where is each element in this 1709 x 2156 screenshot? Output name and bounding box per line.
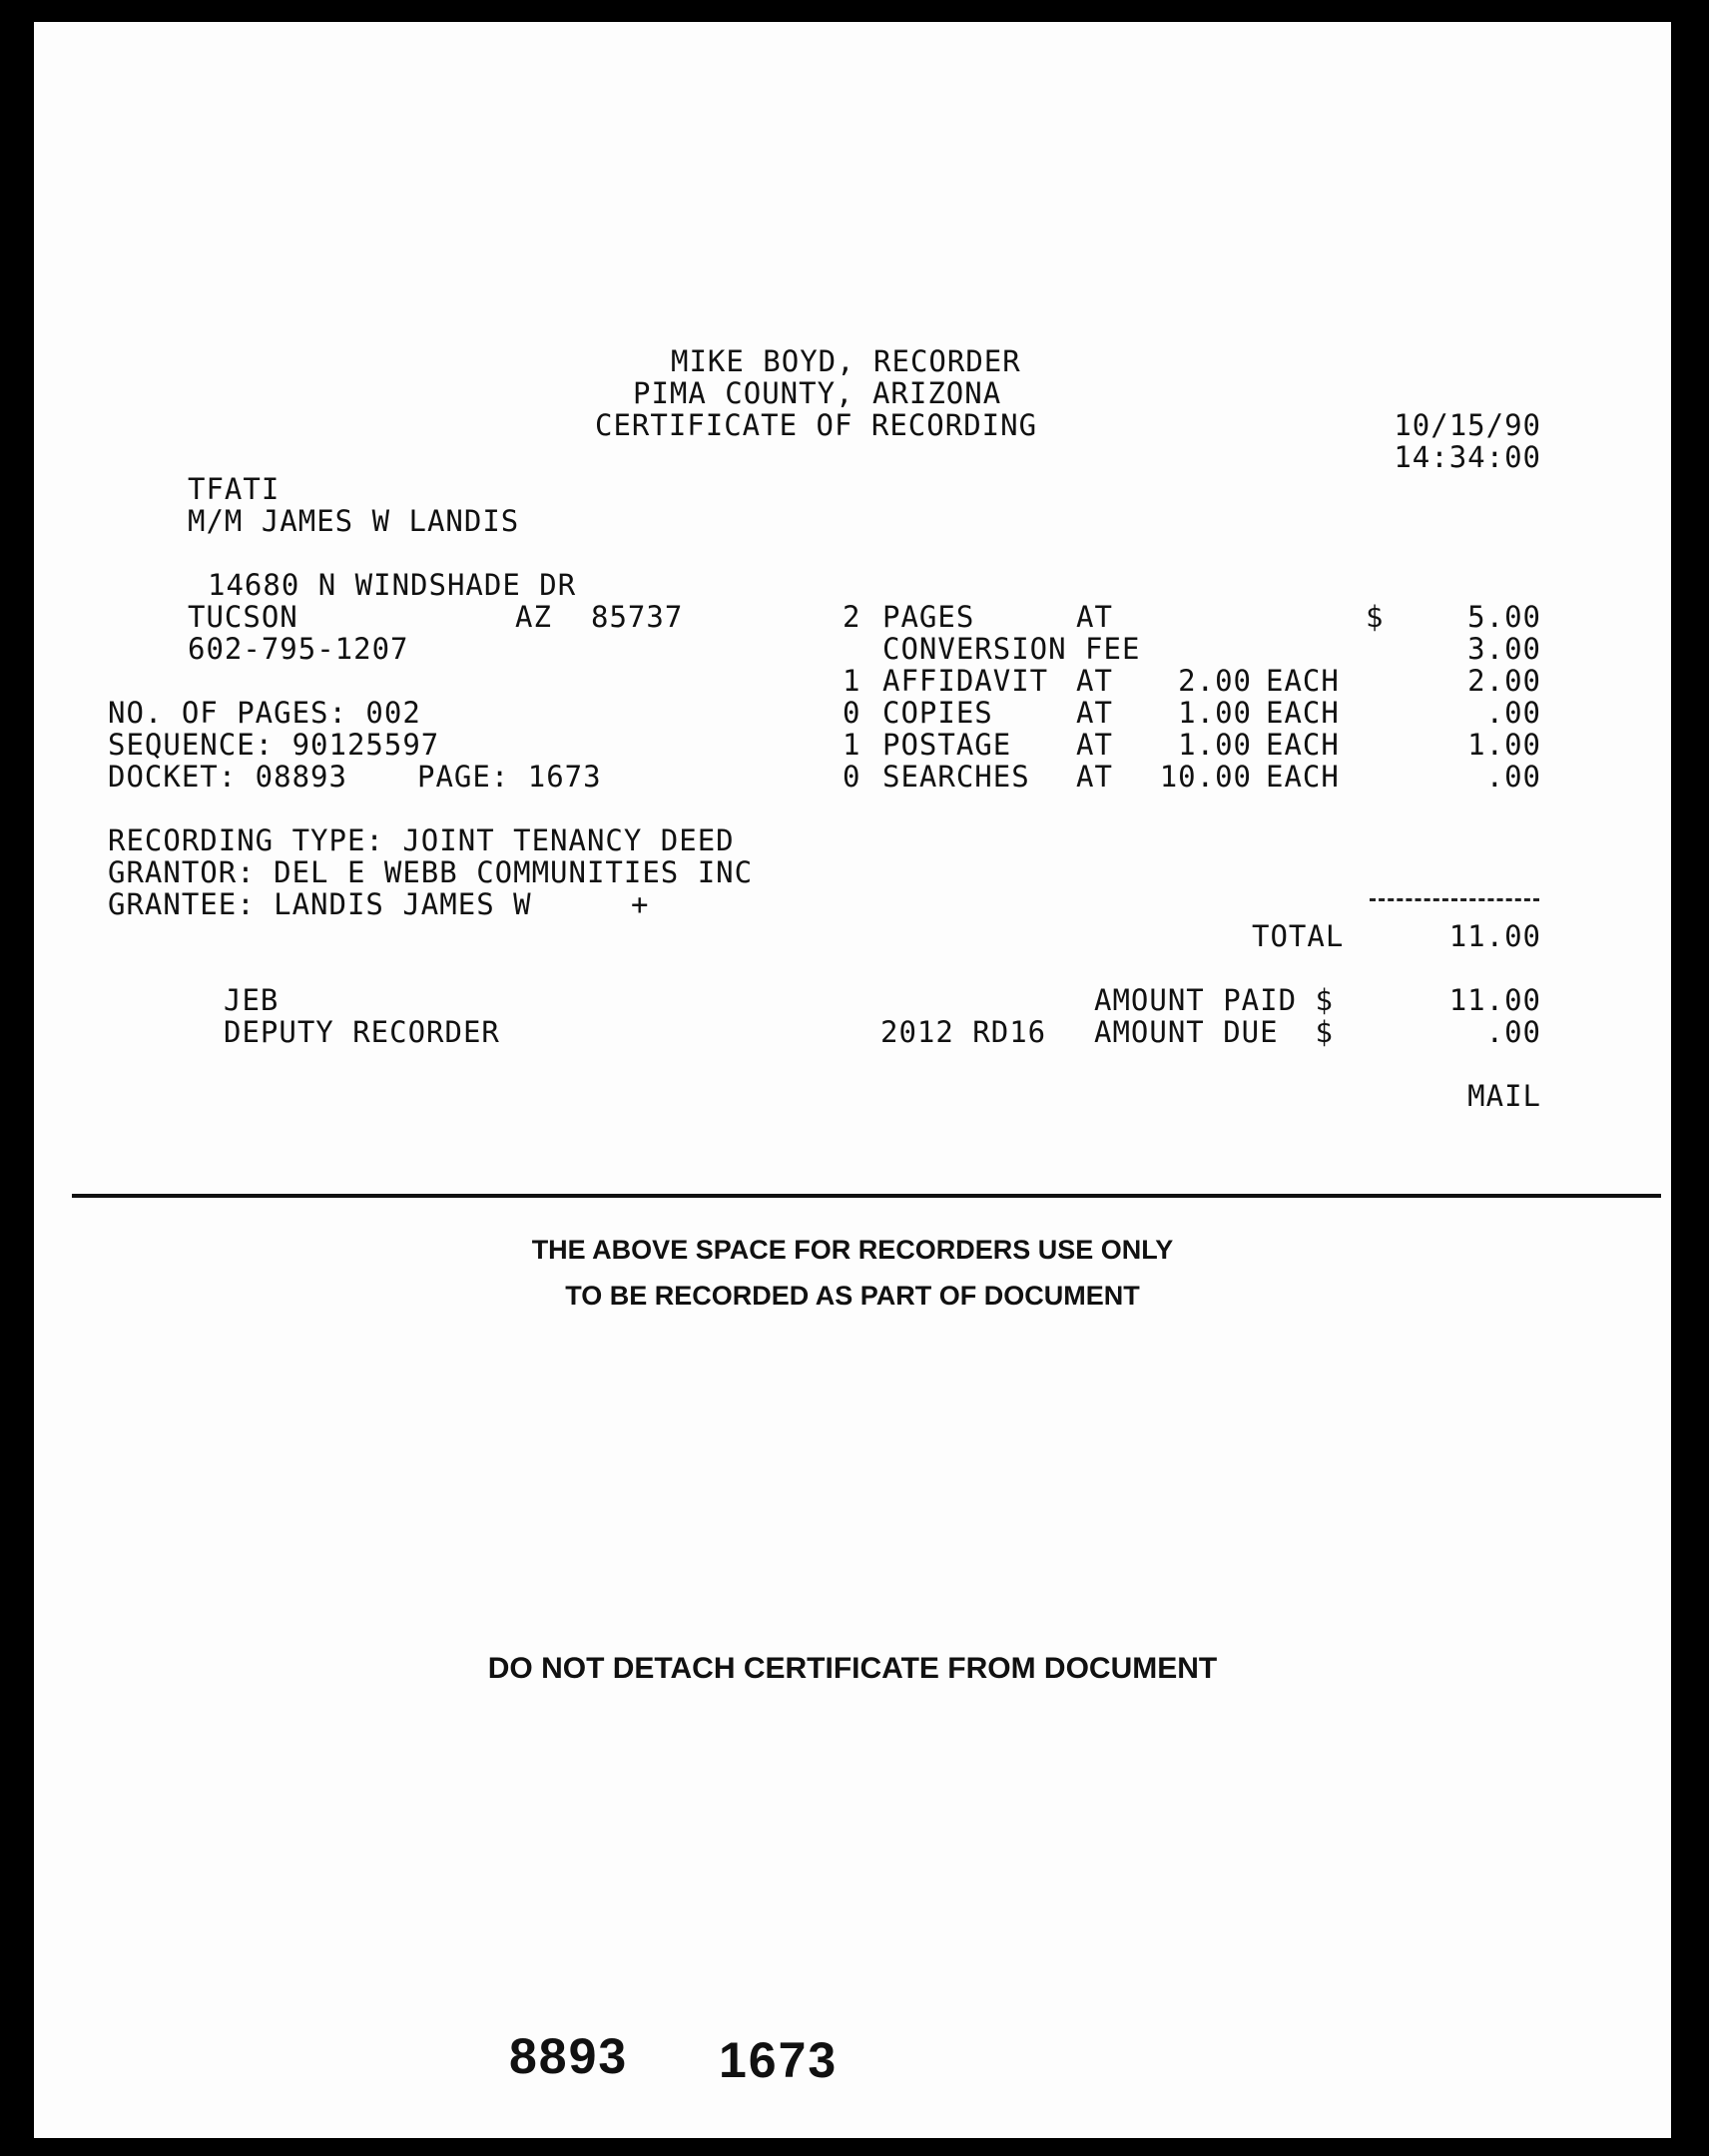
recorder-use-notice: THE ABOVE SPACE FOR RECORDERS USE ONLY [531,1235,1174,1265]
stamp-page: 1673 [719,2032,839,2088]
page-number: PAGE: 1673 [417,760,602,794]
fee-row-amount: 2.00 [1467,664,1541,698]
fee-row-at: AT [1076,664,1113,698]
record-notice: TO BE RECORDED AS PART OF DOCUMENT [565,1281,1140,1311]
deputy-title: DEPUTY RECORDER [224,1015,500,1049]
total-amount: 11.00 [1448,919,1541,953]
recording-time: 14:34:00 [1394,440,1541,474]
stamp-docket: 8893 [509,2028,629,2084]
addressee-state: AZ [515,600,552,634]
certificate-title: CERTIFICATE OF RECORDING [595,408,1038,442]
fee-row-qty: 1 [843,664,861,698]
sequence-number: SEQUENCE: 90125597 [108,728,440,762]
grantee-mark: + [631,887,650,921]
fee-row-currency: $ [1366,600,1385,634]
amount-paid: 11.00 [1448,983,1541,1017]
fee-row-item: COPIES [882,696,993,730]
fee-row-rate: 1.00 [1178,696,1252,730]
recording-date: 10/15/90 [1394,408,1541,442]
total-label: TOTAL [1252,919,1345,953]
fee-row-qty: 2 [843,600,861,634]
fee-row-each: EACH [1266,760,1340,794]
addressee-city: TUCSON [188,600,298,634]
recording-type: RECORDING TYPE: JOINT TENANCY DEED [108,823,735,857]
fee-row-amount: 5.00 [1467,600,1541,634]
fee-row-qty: 0 [843,696,861,730]
fee-row-at: AT [1076,728,1113,762]
fee-row-at: AT [1076,696,1113,730]
fee-row-each: EACH [1266,696,1340,730]
fee-row-rate: 10.00 [1159,760,1252,794]
fee-row-item: SEARCHES [882,760,1030,794]
grantee: GRANTEE: LANDIS JAMES W [108,887,532,921]
addressee-zip: 85737 [591,600,684,634]
register-code: 2012 RD16 [880,1015,1047,1049]
fee-row-amount: 1.00 [1467,728,1541,762]
fee-row-at: AT [1076,760,1113,794]
detach-warning: DO NOT DETACH CERTIFICATE FROM DOCUMENT [487,1652,1218,1685]
fee-row-item: CONVERSION FEE [882,632,1141,666]
fee-row-rate: 1.00 [1178,728,1252,762]
fee-row-amount: .00 [1485,696,1541,730]
grantor: GRANTOR: DEL E WEBB COMMUNITIES INC [108,855,754,889]
recorder-divider [72,1194,1661,1198]
certificate-page [34,22,1671,2138]
amount-paid-label: AMOUNT PAID $ [1094,983,1334,1017]
addressee-phone: 602-795-1207 [188,632,409,666]
number-of-pages: NO. OF PAGES: 002 [108,696,421,730]
county-name: PIMA COUNTY, ARIZONA [633,376,1002,410]
addressee-street: 14680 N WINDSHADE DR [208,568,577,602]
fee-row-amount: .00 [1485,760,1541,794]
amount-due-label: AMOUNT DUE $ [1094,1015,1334,1049]
delivery-method: MAIL [1467,1079,1541,1113]
fee-row-rate: 2.00 [1178,664,1252,698]
fee-row-amount: 3.00 [1467,632,1541,666]
fee-row-item: AFFIDAVIT [882,664,1049,698]
fee-row-at: AT [1076,600,1113,634]
addressee-name: M/M JAMES W LANDIS [188,504,520,538]
fee-row-qty: 0 [843,760,861,794]
total-separator [1370,898,1539,901]
fee-row-each: EACH [1266,664,1340,698]
deputy-initials: JEB [224,983,280,1017]
fee-row-item: PAGES [882,600,975,634]
fee-row-item: POSTAGE [882,728,1012,762]
addressee-line-1: TFATI [188,472,281,506]
fee-row-qty: 1 [843,728,861,762]
recorder-name: MIKE BOYD, RECORDER [671,344,1021,378]
fee-row-each: EACH [1266,728,1340,762]
amount-due: .00 [1485,1015,1541,1049]
docket-number: DOCKET: 08893 [108,760,347,794]
